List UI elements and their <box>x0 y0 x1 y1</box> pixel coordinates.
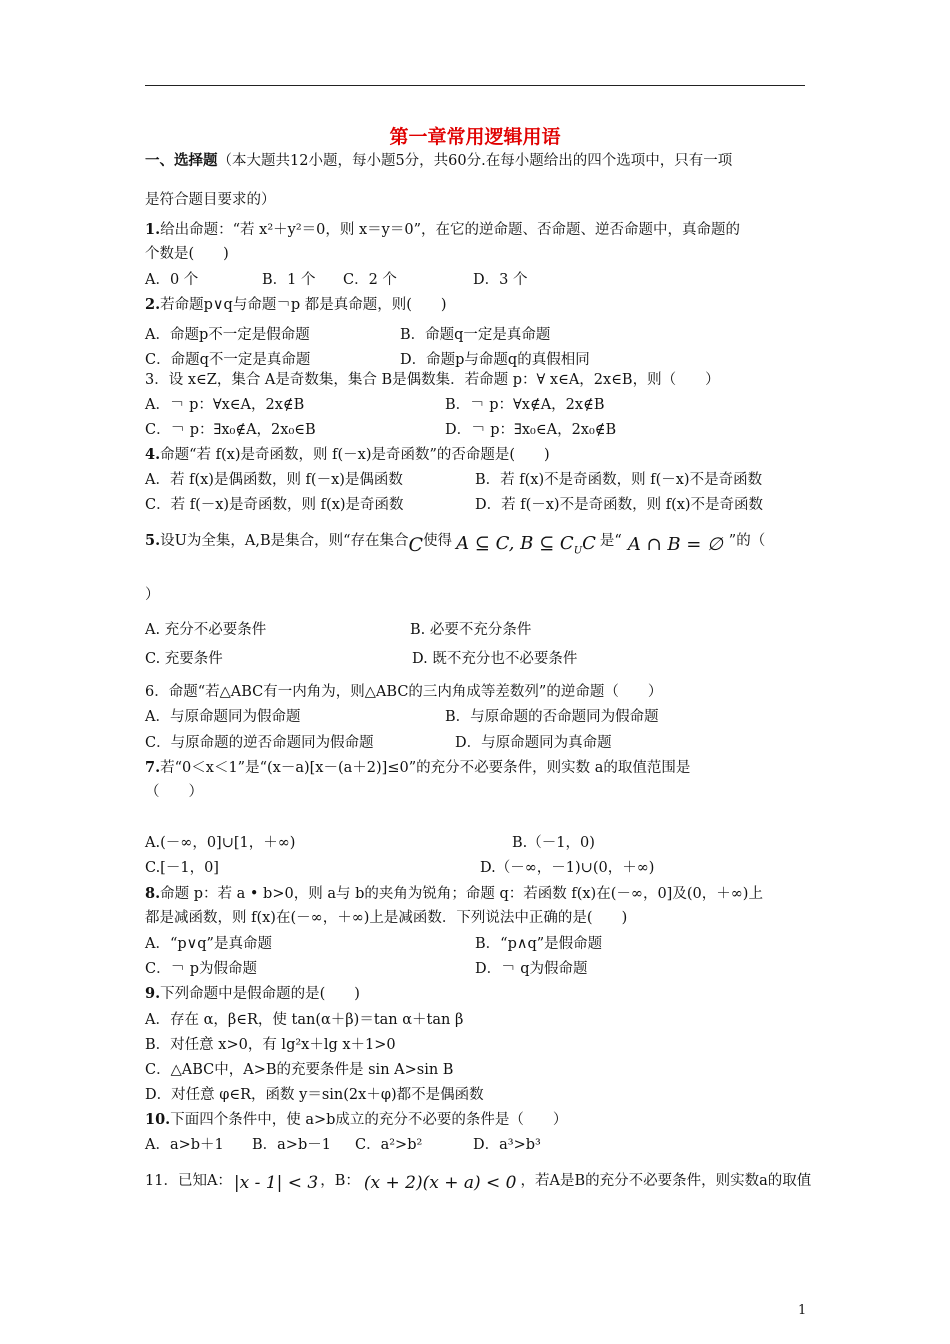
question-number: 1. <box>145 221 161 238</box>
section-description: （本大题共12小题，每小题5分，共60分.在每小题给出的四个选项中，只有一项 <box>217 153 733 169</box>
question-6-option-c: C．与原命题的逆否命题同为假命题 <box>145 735 374 751</box>
question-number: 10. <box>145 1111 171 1128</box>
question-text-4: ”的（ <box>728 533 766 549</box>
question-7-option-b: B.（－1，0) <box>512 835 595 851</box>
header-rule <box>145 85 805 86</box>
question-10-option-b: B．a>b－1 <box>252 1137 331 1153</box>
math-expression-a: |x - 1| < 3 <box>233 1173 319 1193</box>
question-number: 8. <box>145 885 161 902</box>
question-2-option-a: A．命题p不一定是假命题 <box>145 327 310 343</box>
question-text: 若命题p∨q与命题￢p 都是真命题，则( ) <box>160 297 447 313</box>
question-3-option-d: D．￢ p：∃x₀∈A，2x₀∉B <box>445 422 617 438</box>
question-9-option-c: C．△ABC中，A>B的充要条件是 sin A>sin B <box>145 1062 454 1078</box>
question-text: 下面四个条件中，使 a>b成立的充分不必要的条件是（ ） <box>170 1112 568 1128</box>
question-1-stem <box>145 220 740 240</box>
question-text: 给出命题：“若 x²＋y²＝0，则 x＝y＝0”，在它的逆命题、否命题、逆否命题中，真命题的 <box>160 222 740 238</box>
question-1-option-c: C．2 个 <box>343 272 397 288</box>
section-description-cont: 是符合题目要求的） <box>145 192 276 208</box>
question-9-option-a: A．存在 α，β∈R，使 tan(α＋β)＝tan α＋tan β <box>145 1012 464 1028</box>
question-text-2: 使得 <box>423 533 453 549</box>
question-7-stem <box>145 758 690 778</box>
question-1-option-d: D．3 个 <box>473 272 528 288</box>
page-number: 1 <box>798 1303 807 1318</box>
question-text: 设U为全集，A,B是集合，则“存在集合 <box>160 533 409 549</box>
math-subscript: U <box>573 545 583 557</box>
math-symbol: C <box>408 534 424 556</box>
page-title: 第一章常用逻辑用语 <box>389 126 561 148</box>
question-10-stem <box>145 1110 567 1130</box>
question-text-3: ，若A是B的充分不必要条件，则实数a的取值 <box>520 1173 812 1189</box>
question-4-option-c: C．若 f(－x)是奇函数，则 f(x)是奇函数 <box>145 497 404 513</box>
question-8-stem-cont: 都是减函数，则 f(x)在(－∞，＋∞)上是减函数．下列说法中正确的是( ) <box>145 910 628 926</box>
question-5-stem <box>145 526 765 561</box>
question-number: 7. <box>145 759 161 776</box>
question-7-stem-cont: （ ） <box>145 784 203 800</box>
question-3-option-b: B．￢ p：∀x∉A，2x∉B <box>445 397 605 413</box>
question-7-option-a: A.(－∞，0]∪[1，＋∞) <box>145 835 296 851</box>
question-4-option-d: D．若 f(－x)不是奇函数，则 f(x)不是奇函数 <box>475 497 764 513</box>
question-8-option-d: D．￢ q为假命题 <box>475 961 588 977</box>
question-5-option-b: B. 必要不充分条件 <box>410 622 532 638</box>
question-6-option-d: D．与原命题同为真命题 <box>455 735 612 751</box>
question-number: 2. <box>145 296 161 313</box>
question-4-stem <box>145 445 550 465</box>
question-6-option-a: A．与原命题同为假命题 <box>145 709 301 725</box>
question-1-option-b: B．1 个 <box>262 272 316 288</box>
question-8-stem <box>145 884 763 904</box>
question-text: 若“0＜x＜1”是“(x－a)[x－(a＋2)]≤0”的充分不必要条件，则实数 a的取值范围是 <box>160 760 691 776</box>
question-text: 11．已知A： <box>145 1173 232 1189</box>
question-9-option-d: D．对任意 φ∈R，函数 y＝sin(2x＋φ)都不是偶函数 <box>145 1087 484 1103</box>
question-1-stem-cont: 个数是( ) <box>145 246 229 262</box>
question-5-option-d: D. 既不充分也不必要条件 <box>412 651 578 667</box>
question-9-option-b: B．对任意 x>0，有 lg²x＋lg x＋1>0 <box>145 1037 396 1053</box>
question-5-option-c: C. 充要条件 <box>145 651 223 667</box>
math-expression-b: (x + 2)(x + a) < 0 <box>363 1173 517 1193</box>
question-5-stem-cont: ） <box>145 587 160 603</box>
question-2-stem <box>145 295 447 315</box>
question-7-option-c: C.[－1，0] <box>145 860 219 876</box>
question-number: 4. <box>145 446 161 463</box>
question-9-stem <box>145 984 360 1004</box>
question-10-option-d: D．a³>b³ <box>473 1137 541 1153</box>
question-2-option-c: C．命题q不一定是真命题 <box>145 352 311 368</box>
question-text-2: ，B： <box>320 1173 360 1189</box>
question-6-option-b: B．与原命题的否命题同为假命题 <box>445 709 659 725</box>
question-number: 9. <box>145 985 161 1002</box>
question-3-option-a: A．￢ p：∀x∈A，2x∉B <box>145 397 305 413</box>
math-part: A ⊆ C, B ⊆ C <box>456 533 574 554</box>
question-7-option-d: D.（－∞，－1)∪(0，＋∞) <box>480 860 655 876</box>
question-3-stem: 3．设 x∈Z，集合 A是奇数集，集合 B是偶数集．若命题 p：∀ x∈A，2x∈B，则（ ） <box>145 372 720 388</box>
question-text-3: 是“ <box>599 533 622 549</box>
question-5-option-a: A. 充分不必要条件 <box>145 622 267 638</box>
question-10-option-c: C．a²>b² <box>355 1137 423 1153</box>
question-10-option-a: A．a>b＋1 <box>145 1137 224 1153</box>
math-expression-1 <box>452 533 596 557</box>
question-6-stem: 6．命题“若△ABC有一内角为，则△ABC的三内角成等差数列”的逆命题（ ） <box>145 684 663 700</box>
question-11-stem <box>145 1167 811 1194</box>
question-text: 命题“若 f(x)是奇函数，则 f(－x)是奇函数”的否命题是( ) <box>160 447 550 463</box>
question-2-option-b: B．命题q一定是真命题 <box>400 327 551 343</box>
question-number: 5. <box>145 532 161 549</box>
section-heading-line <box>145 151 732 171</box>
question-8-option-c: C．￢ p为假命题 <box>145 961 257 977</box>
math-expression-2: A ∩ B = ∅ <box>627 534 723 555</box>
section-heading: 一、选择题 <box>145 152 218 169</box>
question-text: 下列命题中是假命题的是( ) <box>160 986 360 1002</box>
question-4-option-a: A．若 f(x)是偶函数，则 f(－x)是偶函数 <box>145 472 403 488</box>
question-1-option-a: A．0 个 <box>145 272 199 288</box>
question-3-option-c: C．￢ p：∃x₀∉A，2x₀∈B <box>145 422 316 438</box>
question-8-option-b: B．“p∧q”是假命题 <box>475 936 603 952</box>
question-text: 命题 p：若 a • b>0，则 a与 b的夹角为锐角；命题 q：若函数 f(x)在(－∞，0]及(0，＋∞)上 <box>160 886 763 902</box>
question-2-option-d: D．命题p与命题q的真假相同 <box>400 352 590 368</box>
question-4-option-b: B．若 f(x)不是奇函数，则 f(－x)不是奇函数 <box>475 472 763 488</box>
question-8-option-a: A．“p∨q”是真命题 <box>145 936 272 952</box>
math-part-end: C <box>582 533 596 554</box>
